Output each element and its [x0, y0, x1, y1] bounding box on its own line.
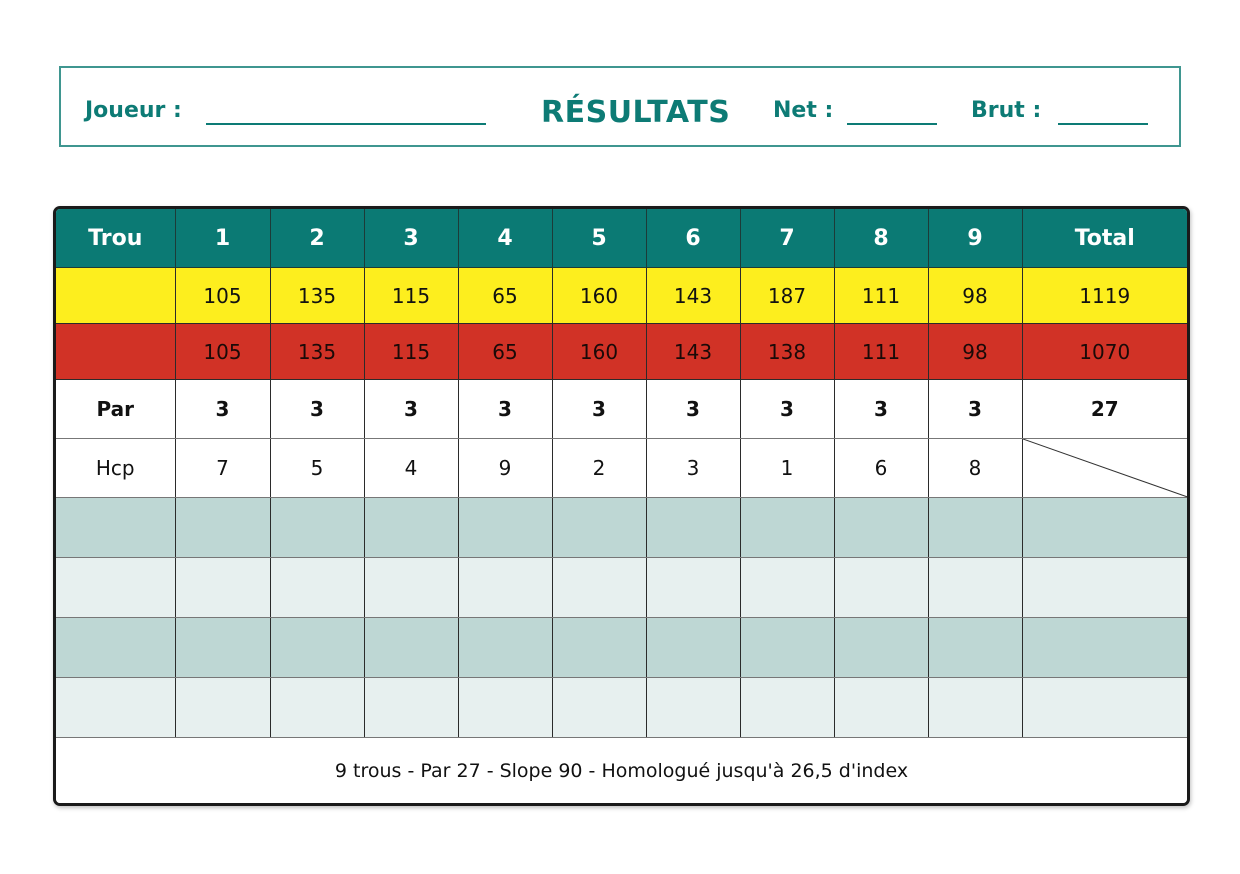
net-score-field[interactable] [847, 123, 937, 125]
score-cell[interactable] [740, 558, 834, 618]
score-cell[interactable] [928, 618, 1022, 678]
header-cell-total: Total [1022, 209, 1187, 268]
hcp-2: 5 [270, 439, 364, 498]
hole-header-row [56, 209, 1187, 268]
score-cell[interactable] [646, 498, 740, 558]
net-label: Net : [773, 98, 834, 123]
score-cell[interactable] [270, 678, 364, 738]
par-8: 3 [834, 380, 928, 439]
par-5: 3 [552, 380, 646, 439]
yellow-distance-2: 135 [270, 268, 364, 324]
scorecard [53, 206, 1190, 806]
score-cell[interactable] [175, 498, 270, 558]
header-cell-trou: Trou [56, 209, 175, 268]
hcp-7: 1 [740, 439, 834, 498]
yellow-distance-4: 65 [458, 268, 552, 324]
header-cell-hole-9: 9 [928, 209, 1022, 268]
score-cell[interactable] [928, 558, 1022, 618]
hcp-8: 6 [834, 439, 928, 498]
red-distance-2: 135 [270, 324, 364, 380]
score-cell[interactable] [364, 558, 458, 618]
brut-label: Brut : [971, 98, 1042, 123]
yellow-tee-label [56, 268, 175, 324]
hcp-4: 9 [458, 439, 552, 498]
score-cell[interactable] [646, 558, 740, 618]
score-cell[interactable] [458, 558, 552, 618]
score-row-3 [56, 618, 1187, 678]
results-title: RÉSULTATS [541, 95, 731, 130]
header-cell-hole-8: 8 [834, 209, 928, 268]
score-cell[interactable] [270, 558, 364, 618]
red-distance-8: 111 [834, 324, 928, 380]
score-cell[interactable] [740, 618, 834, 678]
red-distance-total: 1070 [1022, 324, 1187, 380]
yellow-distance-7: 187 [740, 268, 834, 324]
par-2: 3 [270, 380, 364, 439]
score-cell[interactable] [270, 498, 364, 558]
player-label: Joueur : [85, 98, 182, 123]
header-cell-hole-4: 4 [458, 209, 552, 268]
score-cell[interactable] [175, 678, 270, 738]
yellow-distance-3: 115 [364, 268, 458, 324]
player-name-cell[interactable] [56, 618, 175, 678]
hcp-total-crossed-cell [1022, 439, 1187, 498]
score-cell[interactable] [740, 678, 834, 738]
hcp-label: Hcp [56, 439, 175, 498]
player-name-cell[interactable] [56, 558, 175, 618]
brut-score-field[interactable] [1058, 123, 1148, 125]
player-name-cell[interactable] [56, 498, 175, 558]
header-cell-hole-5: 5 [552, 209, 646, 268]
course-info-row [56, 738, 1187, 804]
red-distance-1: 105 [175, 324, 270, 380]
score-cell[interactable] [552, 498, 646, 558]
score-row-1 [56, 498, 1187, 558]
score-cell[interactable] [175, 558, 270, 618]
course-info-text: 9 trous - Par 27 - Slope 90 - Homologué jusqu'à 26,5 d'index [56, 738, 1187, 804]
score-cell[interactable] [740, 498, 834, 558]
scorecard-table [56, 209, 1187, 803]
score-total-cell[interactable] [1022, 498, 1187, 558]
header-cell-hole-3: 3 [364, 209, 458, 268]
score-cell[interactable] [834, 558, 928, 618]
par-total: 27 [1022, 380, 1187, 439]
score-cell[interactable] [458, 618, 552, 678]
par-9: 3 [928, 380, 1022, 439]
header-cell-hole-1: 1 [175, 209, 270, 268]
hcp-3: 4 [364, 439, 458, 498]
yellow-tee-row [56, 268, 1187, 324]
score-row-2 [56, 558, 1187, 618]
score-cell[interactable] [646, 678, 740, 738]
par-row [56, 380, 1187, 439]
score-row-4 [56, 678, 1187, 738]
red-distance-5: 160 [552, 324, 646, 380]
score-cell[interactable] [928, 498, 1022, 558]
yellow-distance-1: 105 [175, 268, 270, 324]
red-distance-6: 143 [646, 324, 740, 380]
score-cell[interactable] [364, 678, 458, 738]
hcp-5: 2 [552, 439, 646, 498]
score-cell[interactable] [458, 678, 552, 738]
score-cell[interactable] [364, 618, 458, 678]
results-header [59, 66, 1181, 147]
score-cell[interactable] [364, 498, 458, 558]
par-label: Par [56, 380, 175, 439]
yellow-distance-9: 98 [928, 268, 1022, 324]
diagonal-strike-icon [1023, 439, 1188, 497]
hcp-row [56, 439, 1187, 498]
score-total-cell[interactable] [1022, 618, 1187, 678]
hcp-1: 7 [175, 439, 270, 498]
score-cell[interactable] [646, 618, 740, 678]
hcp-9: 8 [928, 439, 1022, 498]
score-cell[interactable] [834, 618, 928, 678]
red-tee-row [56, 324, 1187, 380]
red-distance-4: 65 [458, 324, 552, 380]
hcp-6: 3 [646, 439, 740, 498]
score-cell[interactable] [270, 618, 364, 678]
score-total-cell[interactable] [1022, 678, 1187, 738]
header-cell-hole-2: 2 [270, 209, 364, 268]
score-cell[interactable] [928, 678, 1022, 738]
yellow-distance-total: 1119 [1022, 268, 1187, 324]
yellow-distance-6: 143 [646, 268, 740, 324]
score-cell[interactable] [552, 558, 646, 618]
header-cell-hole-7: 7 [740, 209, 834, 268]
score-cell[interactable] [175, 618, 270, 678]
red-tee-label [56, 324, 175, 380]
player-name-cell[interactable] [56, 678, 175, 738]
par-6: 3 [646, 380, 740, 439]
header-cell-hole-6: 6 [646, 209, 740, 268]
par-7: 3 [740, 380, 834, 439]
player-name-field[interactable] [206, 123, 486, 125]
par-3: 3 [364, 380, 458, 439]
red-distance-7: 138 [740, 324, 834, 380]
score-cell[interactable] [552, 678, 646, 738]
red-distance-3: 115 [364, 324, 458, 380]
score-cell[interactable] [834, 498, 928, 558]
score-cell[interactable] [552, 618, 646, 678]
score-cell[interactable] [458, 498, 552, 558]
score-cell[interactable] [834, 678, 928, 738]
red-distance-9: 98 [928, 324, 1022, 380]
score-total-cell[interactable] [1022, 558, 1187, 618]
yellow-distance-8: 111 [834, 268, 928, 324]
yellow-distance-5: 160 [552, 268, 646, 324]
par-1: 3 [175, 380, 270, 439]
par-4: 3 [458, 380, 552, 439]
